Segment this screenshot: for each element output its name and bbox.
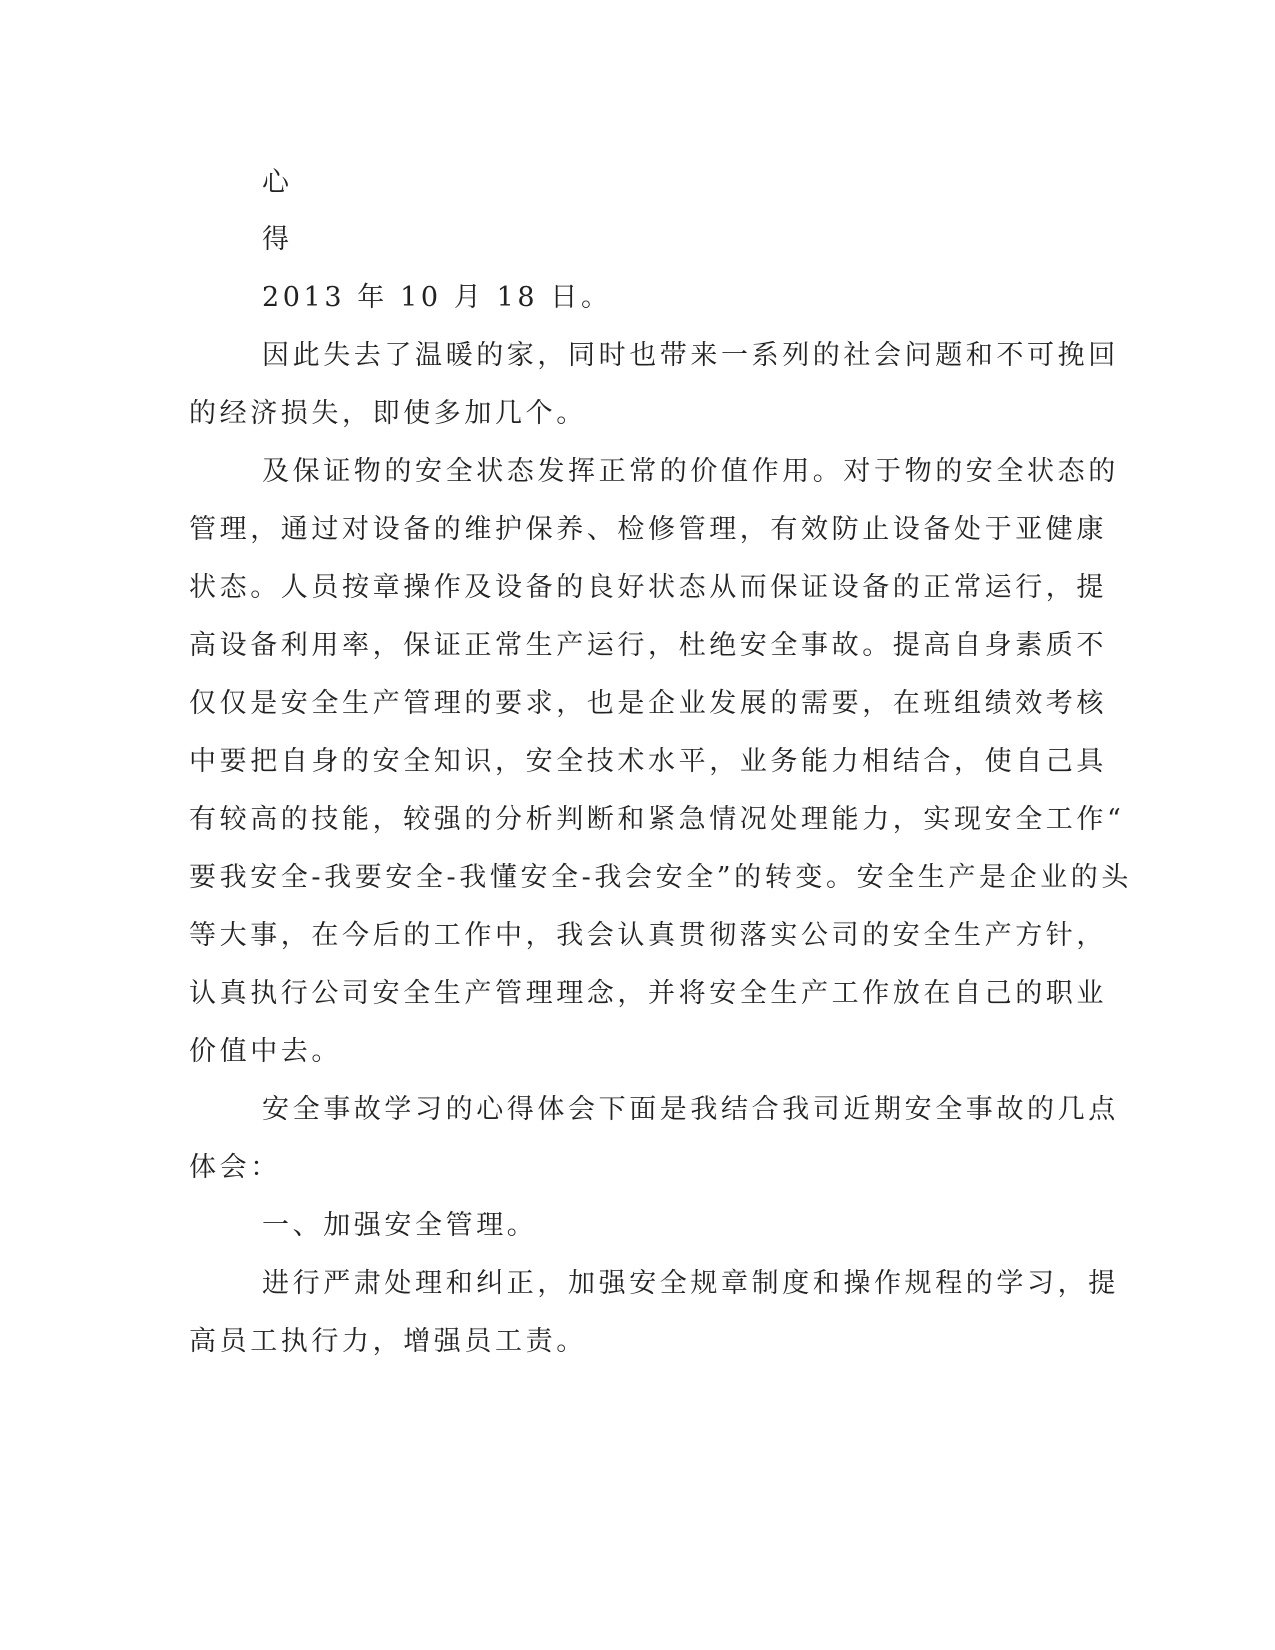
paragraph-line: 价值中去。 [189, 1036, 342, 1067]
heading-char-2: 得 [262, 224, 293, 255]
date-line: 2013 年 10 月 18 日。 [262, 282, 612, 313]
paragraph-line: 因此失去了温暖的家，同时也带来一系列的社会问题和不可挽回 [262, 340, 1119, 371]
paragraph-line: 要我安全-我要安全-我懂安全-我会安全”的转变。安全生产是企业的头 [189, 862, 1132, 893]
paragraph-line: 管理，通过对设备的维护保养、检修管理，有效防止设备处于亚健康 [189, 514, 1107, 545]
paragraph-line: 安全事故学习的心得体会下面是我结合我司近期安全事故的几点 [262, 1094, 1119, 1125]
paragraph-line: 仅仅是安全生产管理的要求，也是企业发展的需要，在班组绩效考核 [189, 688, 1107, 719]
paragraph-line: 有较高的技能，较强的分析判断和紧急情况处理能力，实现安全工作“ [189, 804, 1125, 835]
paragraph-line: 认真执行公司安全生产管理理念，并将安全生产工作放在自己的职业 [189, 978, 1107, 1009]
paragraph-line: 高员工执行力，增强员工责。 [189, 1326, 587, 1357]
section-heading: 一、加强安全管理。 [262, 1210, 538, 1241]
paragraph-line: 等大事，在今后的工作中，我会认真贯彻落实公司的安全生产方针， [189, 920, 1107, 951]
heading-char-1: 心 [262, 167, 293, 198]
paragraph-line: 状态。人员按章操作及设备的良好状态从而保证设备的正常运行，提 [189, 572, 1107, 603]
paragraph-line: 中要把自身的安全知识，安全技术水平，业务能力相结合，使自己具 [189, 746, 1107, 777]
paragraph-line: 及保证物的安全状态发挥正常的价值作用。对于物的安全状态的 [262, 456, 1119, 487]
paragraph-line: 的经济损失，即使多加几个。 [189, 398, 587, 429]
paragraph-line: 进行严肃处理和纠正，加强安全规章制度和操作规程的学习，提 [262, 1268, 1119, 1299]
paragraph-line: 高设备利用率，保证正常生产运行，杜绝安全事故。提高自身素质不 [189, 630, 1107, 661]
paragraph-line: 体会： [189, 1152, 281, 1183]
